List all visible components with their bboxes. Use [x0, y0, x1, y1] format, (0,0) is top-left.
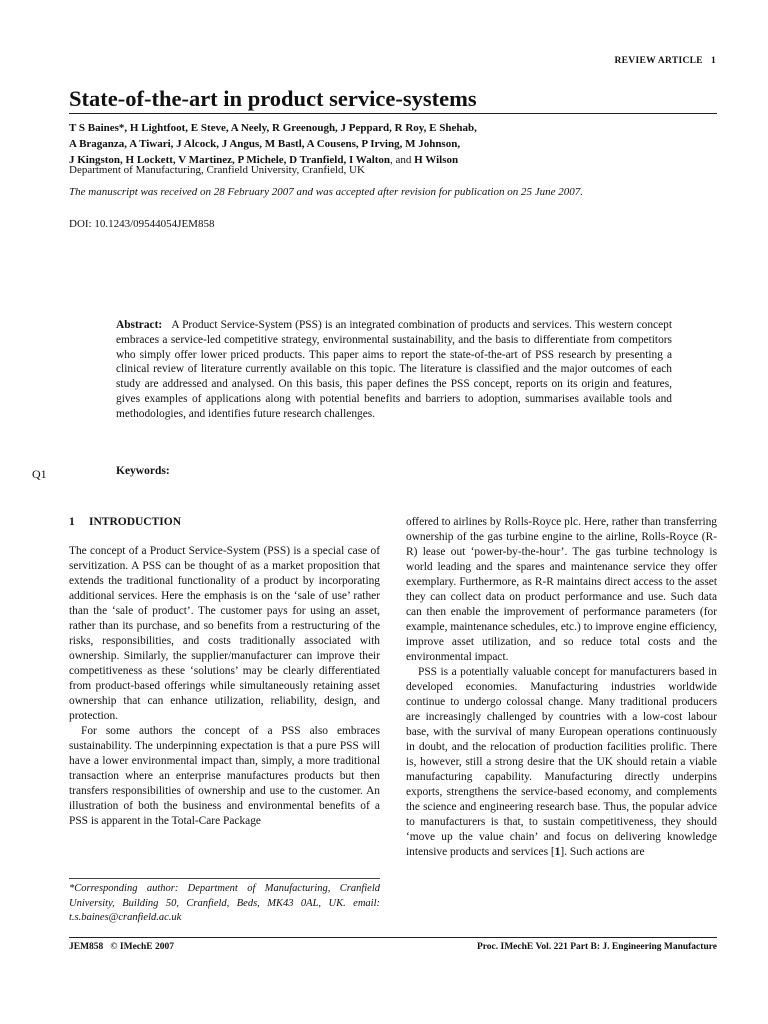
author-line-2: A Braganza, A Tiwari, J Alcock, J Angus, M Bastl, A Cousens, P Irving, M Johnson, — [69, 138, 461, 150]
doi: DOI: 10.1243/09544054JEM858 — [69, 218, 215, 230]
affiliation: Department of Manufacturing, Cranfield University, Cranfield, UK — [69, 164, 365, 176]
corresponding-author-footnote: *Corresponding author: Department of Manufacturing, Cranfield University, Building 50, Cranfield, Beds, MK43 0AL, UK. email: t.s.baines@cranfield.ac.uk — [69, 883, 380, 923]
right-paragraph-2-end: ]. Such actions are — [560, 846, 645, 858]
abstract-text: A Product Service-System (PSS) is an integrated combination of products and services. This western concept embraces a service-led competitive strategy, environmental sustainability, and the basis to differentiate from competitors who simply offer lower priced products. This paper aims to report the state-of-the-art of PSS research by presenting a clinical review of literature currently available on this topic. The literature is classified and the major outcomes of each study are addressed and analysed. On this basis, this paper defines the PSS concept, reports on its origin and features, gives examples of applications along with potential benefits and barriers to adoption, summarises available tools and methodologies, and identifies future research challenges. — [116, 319, 672, 420]
author-last: H Wilson — [414, 154, 459, 166]
left-paragraph-2: For some authors the concept of a PSS also embraces sustainability. The underpinning expectation is that a pure PSS will have a lower environmental impact than, simply, a more traditional transaction where an enterprise manufactures products but then transfers responsibilities of ownership and use to the customer. An illustration of both the business and environmental benefits of a PSS is apparent in the Total-Care Package — [69, 725, 380, 827]
author-line-3-names: J Kingston, H Lockett, V Martinez, P Michele, D Tranfield, I Walton — [69, 154, 391, 166]
footer-rule — [69, 937, 717, 938]
citation-ref: 1 — [554, 846, 561, 858]
abstract-label: Abstract: — [116, 319, 163, 331]
manuscript-note: The manuscript was received on 28 February 2007 and was accepted after revision for publication on 25 June 2007. — [69, 186, 583, 198]
footnote-rule — [69, 878, 380, 879]
section-heading — [69, 515, 380, 530]
running-head: REVIEW ARTICLE 1 — [614, 56, 716, 66]
left-paragraph-1: The concept of a Product Service-System (PSS) is a special case of servitization. A PSS can be thought of as a market proposition that extends the traditional functionality of a product by incorporating additional services. Here the emphasis is on the ‘sale of use’ rather than the ‘sale of product’. The customer pays for using an asset, rather than its purchase, and so benefits from a restructuring of the risks, responsibilities, and costs traditionally associated with ownership. Similarly, the supplier/manufacturer can improve their competitiveness as these ‘solutions’ may be clearly differentiated from product-based offerings while simultaneously retaining asset ownership that can enhance utilization, reliability, design, and protection. — [69, 545, 380, 722]
keywords-label: Keywords: — [116, 465, 170, 477]
author-and: , and — [390, 154, 415, 166]
right-paragraph-2 — [406, 665, 717, 860]
right-column — [406, 515, 717, 860]
right-paragraph-2-text: PSS is a potentially valuable concept for manufacturers based in developed economies. Manufacturing industries worldwide continue to undergo colossal change. Many traditional producers are increasingly challenged by countries with a low-cost labour base, with the survival of many European operations continuously in doubt, and the relocation of production facilities prolific. There is, however, still a strong desire that the UK should retain a viable manufacturing capability. Manufacturing directly underpins exports, strengthens the service-based economy, and complements the science and engineering research base. Thus, the popular advice to manufacturers is that, to sustain competitiveness, they should ‘move up the value chain’ and focus on delivering knowledge intensive products and services [ — [406, 666, 717, 858]
right-paragraph-1: offered to airlines by Rolls-Royce plc. Here, rather than transferring ownership of the gas turbine engine to the airline, Rolls-Royce (R-R) lease out ‘power-by-the-hour’. The gas turbine technology is world leading and the spares and maintenance service they offer exemplary. Furthermore, as R-R maintains direct access to the asset they can collect data on product performance and use. Such data can then enable the improvement of performance parameters (for example, maintenance schedules, etc.) to improve engine efficiency, improve asset utilization, and so reduce total costs and the environmental impact. — [406, 516, 717, 663]
section-number: 1 — [69, 516, 75, 528]
footer-right: Proc. IMechE Vol. 221 Part B: J. Engineering Manufacture — [476, 942, 717, 952]
paper-title: State-of-the-art in product service-systems — [69, 86, 477, 111]
author-line-1: T S Baines*, H Lightfoot, E Steve, A Neely, R Greenough, J Peppard, R Roy, E Shehab, — [69, 122, 477, 134]
footer-left: JEM858 © IMechE 2007 — [69, 942, 174, 952]
title-rule — [69, 113, 717, 114]
section-title: INTRODUCTION — [89, 516, 182, 528]
left-column — [69, 515, 380, 829]
margin-query-note: Q1 — [32, 467, 47, 481]
abstract — [116, 318, 672, 422]
author-list — [69, 120, 709, 168]
